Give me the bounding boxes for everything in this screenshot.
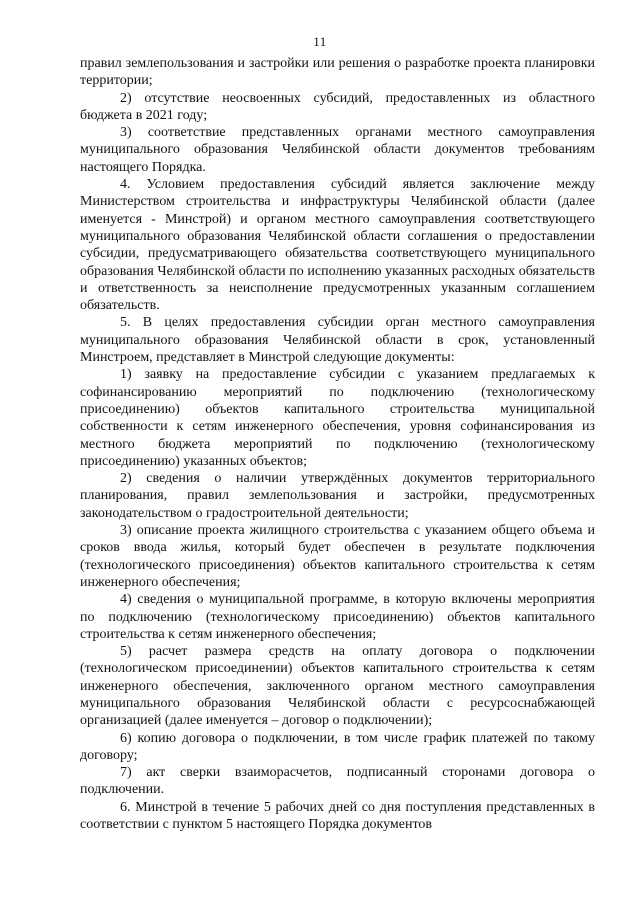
clause-5: 5. В целях предоставления субсидии орган местного самоуправления муниципального образования Челябинской области в срок, установленный Минстроем, представляет в Минстрой следующие документы: xyxy=(80,315,595,366)
list-item-3: 3) соответствие представленных органами местного самоуправления муниципального образования Челябинской области документов требованиям настоящего Порядка. xyxy=(80,125,595,175)
page-number: 11 xyxy=(313,34,327,49)
document-item-1: 1) заявку на предоставление субсидии с указанием предлагаемых к софинансированию мероприятий по подключению (технологическому присоединению) объектов капитального строительства муниципальной собственности к сетям инженерного обеспечения, уровня софинансирования из местного бюджета мероприятий по подключению (технологическому присоединению) указанных объектов; xyxy=(80,367,595,469)
document-item-4: 4) сведения о муниципальной программе, в которую включены мероприятия по подключению (технологическому присоединению) объектов капитального строительства к сетям инженерного обеспечения; xyxy=(80,592,595,642)
document-item-2: 2) сведения о наличии утверждённых документов территориального планирования, правил землепользования и застройки, предусмотренных законодательством о градостроительной деятельности; xyxy=(80,471,595,521)
document-item-7: 7) акт сверки взаиморасчетов, подписанный сторонами договора о подключении. xyxy=(80,765,595,798)
document-item-3: 3) описание проекта жилищного строительства с указанием общего объема и сроков ввода жилья, который будет обеспечен в результате подключения (технологического присоединения) объектов капитального строительства к сетям инженерного обеспечения; xyxy=(80,523,595,590)
paragraph-continuation: правил землепользования и застройки или решения о разработке проекта планировки территории; xyxy=(80,56,595,89)
clause-6: 6. Минстрой в течение 5 рабочих дней со дня поступления представленных в соответствии с пунктом 5 настоящего Порядка документов xyxy=(80,799,595,833)
document-body xyxy=(80,55,595,833)
list-item-2: 2) отсутствие неосвоенных субсидий, предоставленных из областного бюджета в 2021 году; xyxy=(80,90,595,123)
document-item-6: 6) копию договора о подключении, в том числе график платежей по такому договору; xyxy=(80,730,595,763)
document-item-5: 5) расчет размера средств на оплату договора о подключении (технологическом присоединении) объектов капитального строительства к сетям инженерного обеспечения, заключенного органом местного самоуправления муниципального образования Челябинской области с ресурсоснабжающей организацией (далее именуется – договор о подключении); xyxy=(80,644,595,729)
clause-4: 4. Условием предоставления субсидий является заключение между Министерством строительства и инфраструктуры Челябинской области (далее именуется - Минстрой) и органом местного самоуправления соответствующего муниципального образования Челябинской области соглашения о предоставлении субсидии, предусматривающего обязательства соответствующего муниципального образования Челябинской области по исполнению указанных расходных обязательств и ответственность за неисполнение предусмотренных указанным соглашением обязательств. xyxy=(80,177,595,314)
